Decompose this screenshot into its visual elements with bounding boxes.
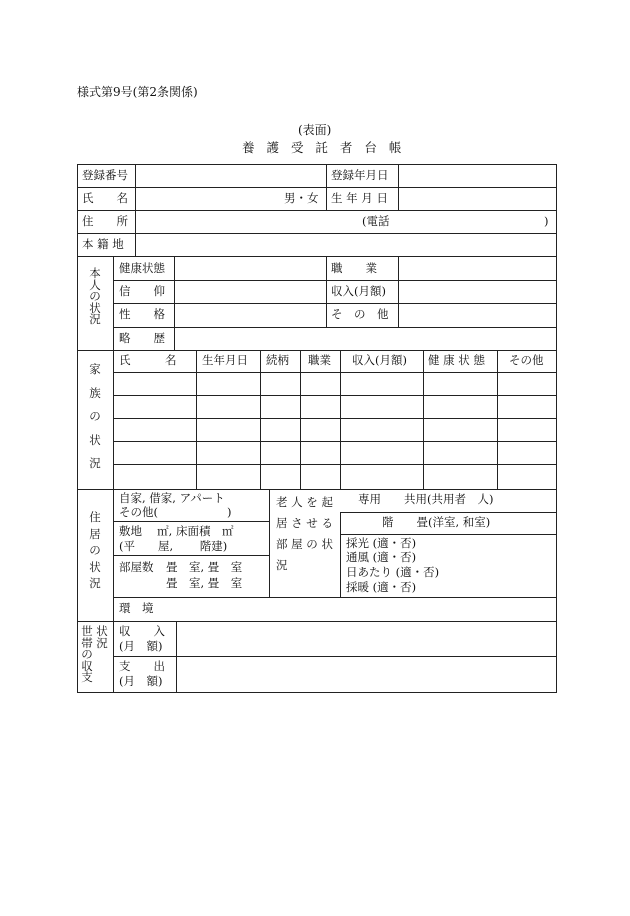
household-income-line2: (月 額): [119, 639, 163, 653]
family-col-birth: 生年月日: [202, 353, 248, 367]
domicile-label: 本 籍 地: [82, 237, 124, 251]
family-col-health: 健 康 状 態: [428, 353, 485, 367]
dwelling-area-line2: (平 屋, 階建): [119, 539, 228, 553]
dwelling-rooms-line2: 畳 室, 畳 室: [166, 576, 243, 590]
elder-room-line3: 部 屋 の 状: [276, 537, 333, 551]
reg-no-label: 登録番号: [82, 168, 128, 182]
dwelling-ventilation: 通風 (適・否): [346, 550, 417, 564]
phone-open: (電話: [362, 214, 390, 228]
household-income-line1: 収 入: [119, 624, 165, 638]
dwelling-area-line1: 敷地 ㎡, 床面積 ㎡: [119, 524, 234, 538]
household-expense-line1: 支 出: [119, 659, 165, 673]
household-heading-col1: 世 帯 の 収 支: [81, 624, 93, 684]
family-col-occupation: 職業: [308, 353, 331, 367]
dwelling-light: 採光 (適・否): [346, 536, 417, 550]
elder-room-line2: 居 さ せ る: [276, 516, 333, 530]
family-col-other: その他: [509, 353, 544, 367]
dwelling-heading: 住 居 の 状 況: [89, 510, 101, 590]
dwelling-sunlight: 日あたり (適・否): [346, 565, 440, 579]
elder-room-line1: 老 人 を 起: [276, 495, 333, 509]
sex-label: 男・女: [284, 191, 319, 205]
dwelling-type-line1: 自家, 借家, アパート: [119, 491, 225, 505]
occupation-label: 職 業: [331, 261, 377, 275]
phone-close: ): [544, 214, 549, 228]
address-label: 住 所: [82, 214, 128, 228]
household-expense-line2: (月 額): [119, 674, 163, 688]
family-heading: 家 族 の 状 況: [89, 362, 101, 470]
form-side: (表面): [298, 123, 332, 137]
dwelling-rooms-label: 部屋数: [119, 560, 154, 574]
family-col-name: 氏 名: [119, 353, 177, 367]
reg-date-label: 登録年月日: [331, 168, 389, 182]
dwelling-type-line2: その他( ): [119, 505, 232, 519]
dwelling-mats: 階 畳(洋室, 和室): [382, 515, 491, 529]
name-label: 氏 名: [82, 191, 128, 205]
dwelling-heating: 採暖 (適・否): [346, 580, 417, 594]
family-col-income: 収入(月額): [352, 353, 407, 367]
birth-label: 生 年 月 日: [331, 191, 388, 205]
character-label: 性 格: [119, 307, 165, 321]
health-label: 健康状態: [119, 261, 165, 275]
form-title: 養 護 受 託 者 台 帳: [242, 140, 406, 155]
history-label: 略 歴: [119, 331, 165, 345]
family-col-relation: 続柄: [266, 353, 289, 367]
dwelling-environment: 環 境: [119, 601, 154, 615]
self-heading: 本 人 の 状 況: [89, 266, 101, 326]
faith-label: 信 仰: [119, 284, 165, 298]
other-label: そ の 他: [331, 307, 389, 321]
elder-room-line4: 況: [276, 558, 288, 572]
dwelling-rooms-line1: 畳 室, 畳 室: [166, 560, 243, 574]
household-heading-col2: 状 況: [96, 624, 108, 650]
form-number: 様式第9号(第2条関係): [77, 85, 198, 99]
dwelling-use: 専用 共用(共用者 人): [358, 492, 494, 506]
income-label: 収入(月額): [331, 284, 386, 298]
